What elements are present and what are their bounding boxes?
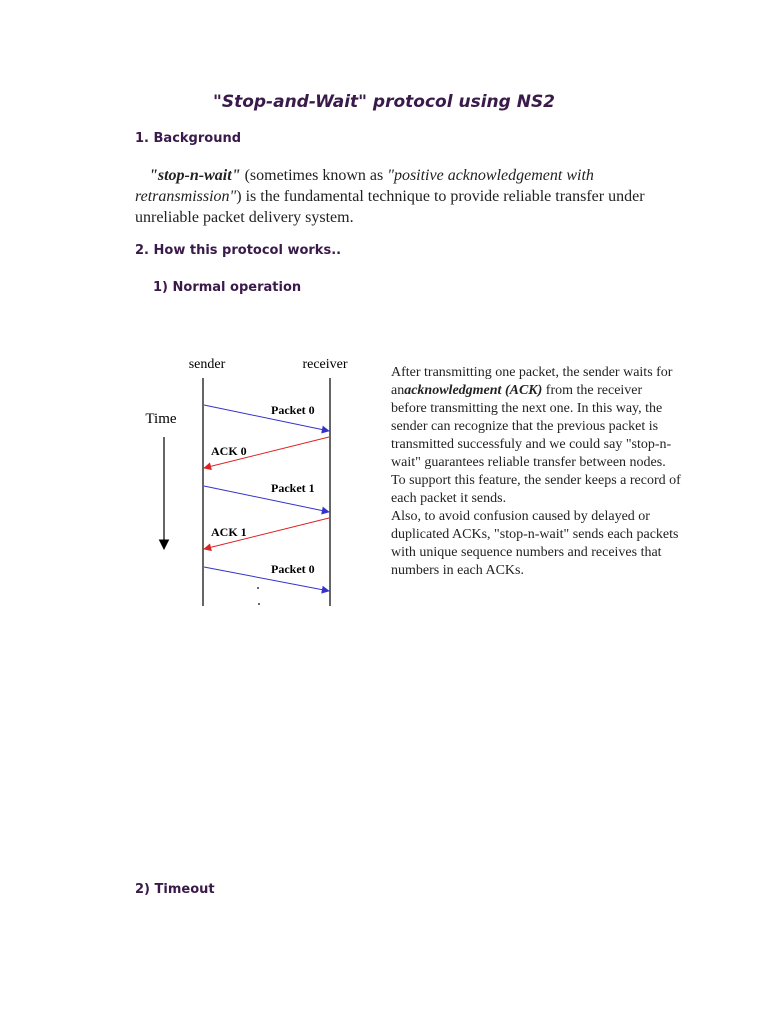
- desc-part2: from the receiver before transmitting the next one. In this way, the sender can recognize that the previous packet is transmitted successfuly and we could say "stop-n-wait" guarantees reliable transfer between nodes.: [391, 383, 672, 470]
- desc-part4: Also, to avoid confusion caused by delayed or duplicated ACKs, "stop-n-wait" sends each packets with unique sequence numbers and receives that numbers in each ACKs.: [391, 509, 679, 578]
- continuation-dot: [257, 587, 259, 589]
- ack-term: acknowledgment (ACK): [404, 383, 543, 398]
- subsection-heading-normal: 1) Normal operation: [153, 280, 302, 295]
- desc-part1: After transmitting one packet, the sender waits for an: [391, 365, 673, 398]
- time-label: Time: [145, 411, 177, 427]
- packet-1-label: Packet 1: [271, 481, 315, 495]
- page-title: "Stop-and-Wait" protocol using NS2: [212, 92, 556, 112]
- sender-label: sender: [188, 357, 226, 372]
- packet-0-repeat-label: Packet 0: [271, 562, 315, 576]
- packet-0-label: Packet 0: [271, 403, 315, 417]
- background-text-part2: ) is the fundamental technique to provide reliable transfer under unreliable packet delivery system.: [135, 188, 645, 226]
- ack-0-label: ACK 0: [211, 444, 247, 458]
- continuation-dot: [258, 603, 260, 605]
- alt-name-term: "positive acknowledgement with retransmission": [135, 167, 594, 205]
- background-text-part1: (sometimes known as: [240, 167, 388, 184]
- normal-operation-description: [391, 364, 681, 580]
- section-heading-how: 2. How this protocol works..: [135, 243, 342, 258]
- receiver-label: receiver: [302, 357, 348, 372]
- section-heading-background: 1. Background: [135, 131, 242, 146]
- desc-part3: To support this feature, the sender keeps a record of each packet it sends.: [391, 473, 681, 506]
- subsection-heading-timeout: 2) Timeout: [135, 882, 215, 897]
- ack-1-label: ACK 1: [211, 525, 247, 539]
- stop-n-wait-term: "stop-n-wait": [149, 167, 241, 184]
